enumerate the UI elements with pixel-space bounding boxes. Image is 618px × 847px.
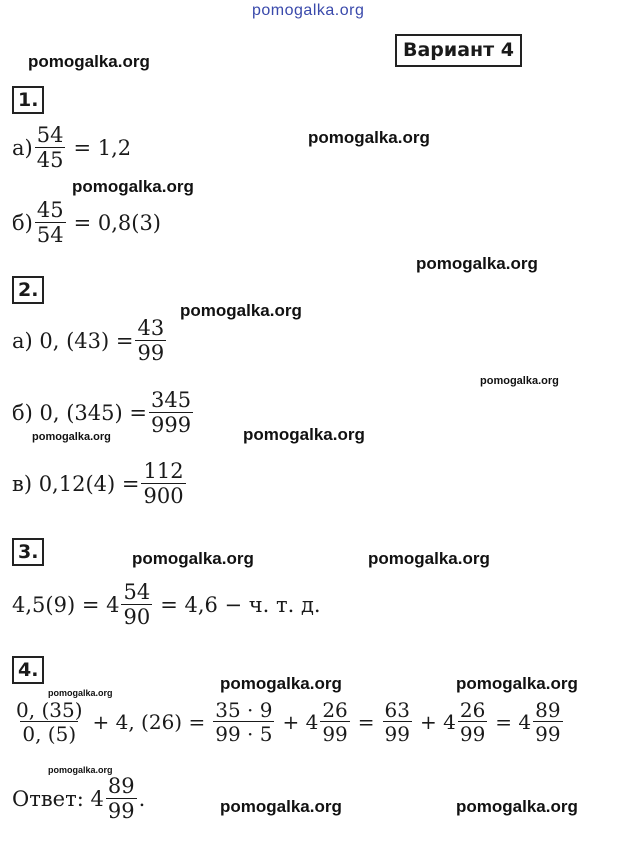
- task-4-number: 4.: [12, 656, 44, 684]
- task-1a-result: = 1,2: [73, 135, 132, 160]
- watermark: pomogalka.org: [416, 254, 538, 273]
- numerator: 112: [143, 459, 184, 483]
- watermark: pomogalka.org: [220, 674, 342, 693]
- task-3-number: 3.: [12, 538, 44, 566]
- fraction: [106, 776, 137, 822]
- fraction: [135, 318, 166, 364]
- task-1b-result: = 0,8(3): [73, 210, 161, 235]
- task-1-number: 1.: [12, 86, 44, 114]
- watermark: pomogalka.org: [220, 797, 342, 816]
- term: + 4: [420, 710, 456, 734]
- fraction: [320, 700, 349, 744]
- fraction: [141, 461, 185, 507]
- task-3: [12, 582, 321, 628]
- numerator: 54: [123, 580, 151, 604]
- numerator: 89: [535, 698, 561, 722]
- watermark: pomogalka.org: [368, 549, 490, 568]
- term: + 4: [282, 710, 319, 734]
- answer-label: Ответ: 4: [12, 786, 104, 811]
- denominator: 900: [143, 484, 184, 508]
- fraction: [35, 125, 66, 171]
- denominator: 99: [322, 722, 348, 746]
- task-1a-label: а): [12, 135, 33, 160]
- task-3-rhs: = 4,6 − ч. т. д.: [160, 592, 321, 617]
- numerator: 26: [322, 698, 348, 722]
- watermark: pomogalka.org: [243, 425, 365, 444]
- denominator: 99: [107, 799, 135, 823]
- task-4-answer: [12, 776, 145, 822]
- denominator: 999: [150, 413, 192, 437]
- watermark: pomogalka.org: [72, 177, 194, 196]
- task-2b-lhs: б) 0, (345) =: [12, 400, 147, 425]
- denominator: 45: [36, 148, 64, 172]
- task-2b: [12, 390, 195, 436]
- term: + 4, (26) =: [92, 710, 206, 734]
- task-3-lhs: 4,5(9) = 4: [12, 592, 120, 617]
- fraction: [35, 200, 66, 246]
- fraction: [383, 700, 412, 744]
- answer-end: .: [138, 786, 146, 811]
- watermark: pomogalka.org: [48, 765, 113, 775]
- numerator: 45: [36, 198, 64, 222]
- task-1b-label: б): [12, 210, 33, 235]
- numerator: 89: [107, 774, 135, 798]
- watermark: pomogalka.org: [48, 688, 113, 698]
- watermark: pomogalka.org: [308, 128, 430, 147]
- fraction: [213, 700, 274, 744]
- denominator: 54: [36, 223, 64, 247]
- watermark: pomogalka.org: [180, 301, 302, 320]
- numerator: 345: [150, 388, 192, 412]
- denominator: 0, (5): [22, 722, 77, 746]
- fraction: [121, 582, 152, 628]
- denominator: 90: [123, 605, 151, 629]
- term: =: [357, 710, 375, 734]
- denominator: 99 · 5: [215, 722, 273, 746]
- numerator: 35 · 9: [215, 698, 273, 722]
- task-1a: [12, 125, 131, 171]
- denominator: 99: [459, 722, 486, 746]
- task-1b: [12, 200, 161, 246]
- task-2a-lhs: а) 0, (43) =: [12, 328, 134, 353]
- task-4-equation: [12, 700, 565, 744]
- numerator: 0, (35): [16, 698, 83, 722]
- fraction: [149, 390, 193, 436]
- task-2-number: 2.: [12, 276, 44, 304]
- header-site-link[interactable]: pomogalka.org: [252, 2, 365, 19]
- watermark: pomogalka.org: [456, 674, 578, 693]
- denominator: 99: [137, 341, 165, 365]
- fraction: [533, 700, 562, 744]
- numerator: 26: [459, 698, 486, 722]
- numerator: 54: [36, 123, 64, 147]
- denominator: 99: [535, 722, 561, 746]
- watermark: pomogalka.org: [480, 375, 559, 387]
- task-2a: [12, 318, 168, 364]
- fraction: [458, 700, 487, 744]
- variant-title: Вариант 4: [395, 34, 522, 67]
- task-2c: [12, 461, 188, 507]
- numerator: 43: [137, 316, 165, 340]
- denominator: 99: [384, 722, 410, 746]
- watermark: pomogalka.org: [28, 52, 150, 71]
- watermark: pomogalka.org: [132, 549, 254, 568]
- watermark: pomogalka.org: [456, 797, 578, 816]
- fraction: [14, 700, 85, 744]
- watermark: pomogalka.org: [32, 431, 111, 443]
- term: = 4: [495, 710, 532, 734]
- numerator: 63: [384, 698, 410, 722]
- task-2c-lhs: в) 0,12(4) =: [12, 471, 140, 496]
